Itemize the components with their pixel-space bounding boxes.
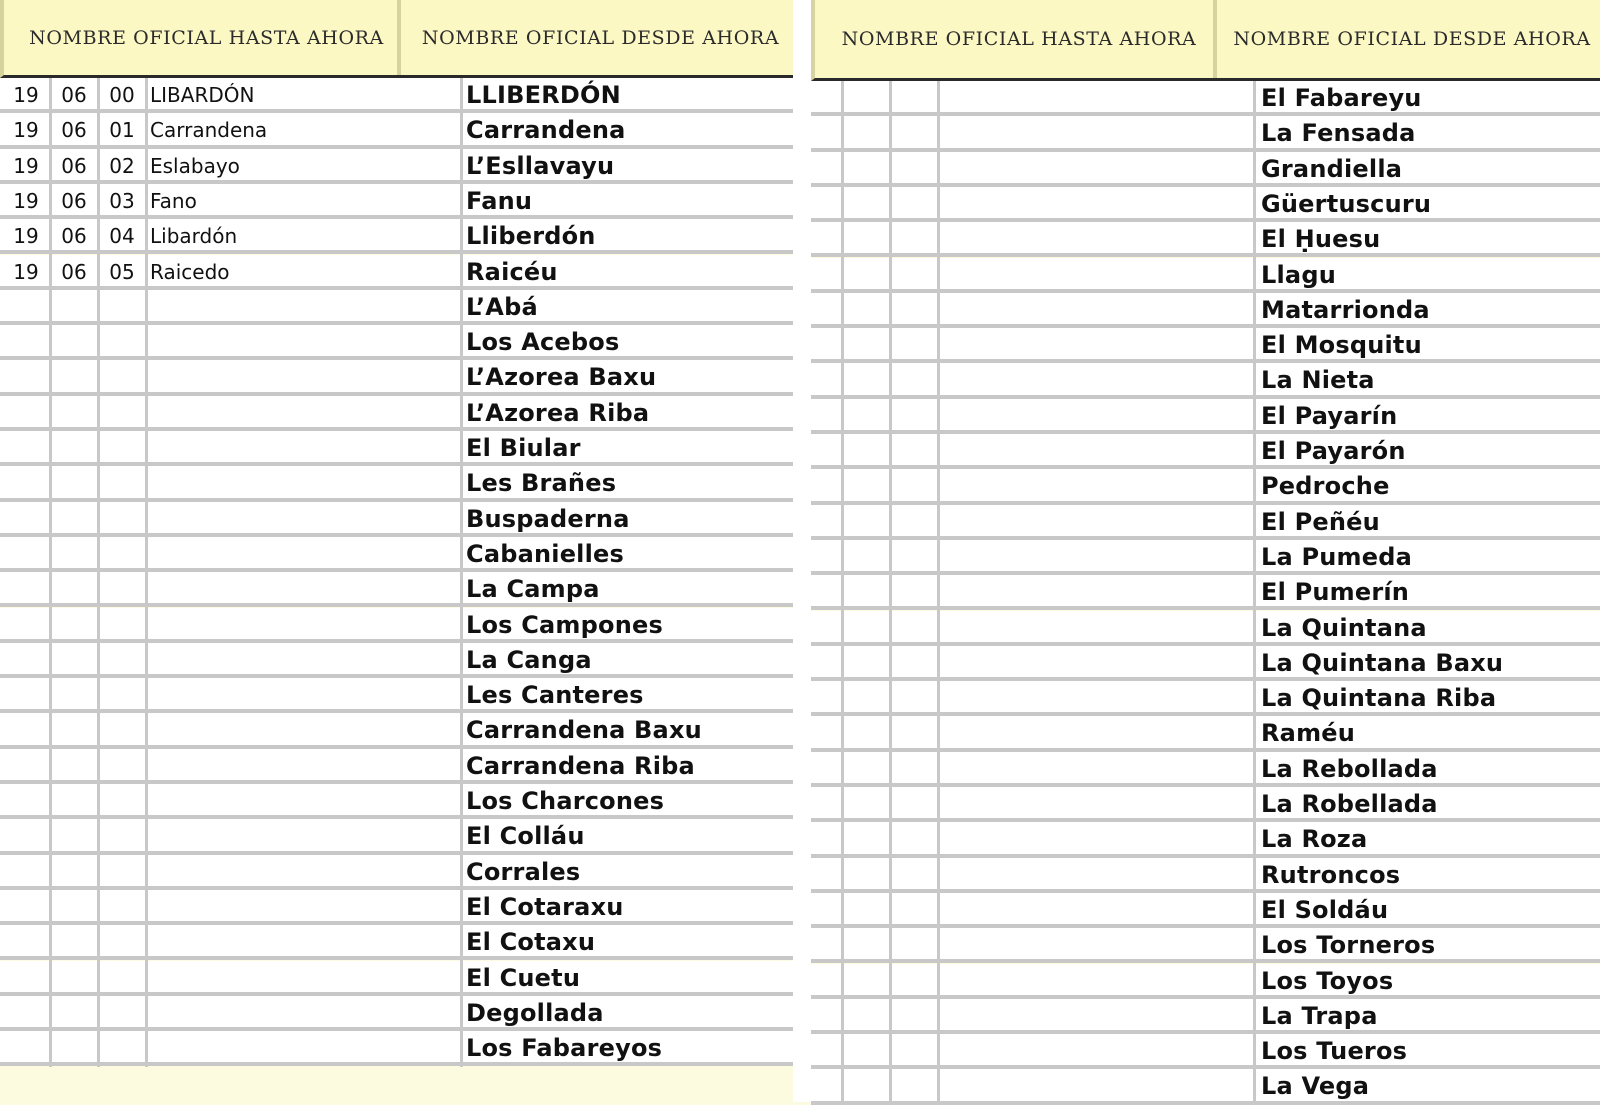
code-region — [4, 643, 48, 674]
code-municipality — [52, 890, 96, 921]
table-row — [811, 646, 1600, 681]
old-name — [150, 537, 450, 568]
table-row — [811, 1069, 1600, 1104]
code-region: 19 — [13, 224, 39, 249]
table-row — [0, 78, 793, 113]
new-name: LLIBERDÓN — [466, 81, 621, 109]
new-name: El Pumerín — [1261, 578, 1410, 607]
code-region — [4, 996, 48, 1027]
new-name: Cabanielles — [466, 539, 624, 568]
new-name: Carrandena — [466, 116, 626, 145]
new-name: L’Azorea Baxu — [466, 363, 657, 392]
old-name: Raicedo — [150, 259, 230, 284]
code-place: 05 — [109, 259, 135, 284]
new-name: Lliberdón — [466, 222, 596, 251]
column-divider — [937, 81, 940, 1105]
new-name: La Quintana Riba — [1261, 684, 1497, 713]
column-divider — [145, 78, 148, 1074]
table-row — [811, 540, 1600, 575]
code-place — [100, 608, 144, 639]
new-name: Llagu — [1261, 260, 1336, 289]
table-row — [0, 925, 793, 960]
code-municipality — [52, 643, 96, 674]
code-place — [100, 537, 144, 568]
table-row — [811, 858, 1600, 893]
table-row — [0, 996, 793, 1031]
code-municipality — [52, 572, 96, 603]
table-row — [0, 325, 793, 360]
code-region: 19 — [13, 153, 39, 178]
table-row — [0, 819, 793, 854]
new-name: La Rebollada — [1261, 754, 1438, 783]
new-name: La Vega — [1261, 1072, 1370, 1101]
old-name: Fano — [150, 188, 197, 213]
table-row — [811, 152, 1600, 187]
old-name — [150, 819, 450, 850]
new-name: Raicéu — [466, 257, 558, 286]
table-row — [0, 855, 793, 890]
code-place — [100, 713, 144, 744]
code-place — [100, 961, 144, 992]
table-row — [0, 643, 793, 678]
new-name: Raméu — [1261, 719, 1356, 748]
code-place: 01 — [109, 118, 135, 143]
new-name: El Fabareyu — [1261, 84, 1422, 112]
code-place — [100, 996, 144, 1027]
old-name — [150, 713, 450, 744]
new-name: La Campa — [466, 575, 600, 604]
old-name — [150, 925, 450, 956]
table-row — [811, 469, 1600, 504]
table-row — [811, 81, 1600, 116]
column-divider — [1253, 81, 1256, 1105]
table-row — [0, 396, 793, 431]
table-row — [811, 328, 1600, 363]
code-municipality — [52, 749, 96, 780]
code-region — [4, 784, 48, 815]
code-municipality — [52, 431, 96, 462]
code-place: 04 — [109, 224, 135, 249]
table-row — [0, 360, 793, 395]
column-divider — [97, 78, 100, 1074]
table-row — [0, 713, 793, 748]
column-divider — [889, 81, 892, 1105]
new-name: El Soldáu — [1261, 895, 1389, 924]
code-municipality: 06 — [61, 153, 87, 178]
page-gap — [793, 0, 811, 1102]
table-row — [811, 293, 1600, 328]
header-new-name: NOMBRE OFICIAL DESDE AHORA — [1233, 28, 1591, 50]
new-name: Los Toyos — [1261, 966, 1394, 995]
new-name: Degollada — [466, 998, 604, 1027]
table-row — [811, 928, 1600, 963]
left-table-header — [0, 0, 793, 78]
old-name — [150, 431, 450, 462]
right-table — [811, 0, 1600, 1102]
code-municipality — [52, 325, 96, 356]
table-row — [0, 219, 793, 254]
code-region — [4, 713, 48, 744]
new-name: La Fensada — [1261, 119, 1416, 148]
table-row — [811, 716, 1600, 751]
table-row — [0, 113, 793, 148]
table-row — [0, 608, 793, 643]
old-name: Libardón — [150, 224, 238, 249]
code-region — [4, 819, 48, 850]
code-region — [4, 431, 48, 462]
table-row — [811, 893, 1600, 928]
header-separator — [397, 0, 401, 75]
code-municipality — [52, 466, 96, 497]
header-separator — [1213, 0, 1217, 78]
table-row — [811, 116, 1600, 151]
code-place — [100, 360, 144, 391]
code-region — [4, 572, 48, 603]
table-row — [0, 290, 793, 325]
code-region — [4, 325, 48, 356]
new-name: Pedroche — [1261, 472, 1390, 501]
old-name — [150, 1031, 450, 1062]
code-place — [100, 855, 144, 886]
table-row — [0, 890, 793, 925]
new-name: Carrandena Baxu — [466, 716, 702, 745]
table-row — [0, 784, 793, 819]
old-name — [150, 890, 450, 921]
table-row — [0, 466, 793, 501]
code-place — [100, 819, 144, 850]
code-region — [4, 360, 48, 391]
table-row — [811, 222, 1600, 257]
code-region: 19 — [13, 118, 39, 143]
code-place: 03 — [109, 188, 135, 213]
code-municipality: 06 — [61, 188, 87, 213]
table-row — [0, 537, 793, 572]
code-municipality — [52, 360, 96, 391]
new-name: La Robellada — [1261, 790, 1438, 818]
code-region — [4, 961, 48, 992]
code-place — [100, 678, 144, 709]
code-municipality — [52, 290, 96, 321]
table-row — [811, 964, 1600, 999]
table-row — [0, 255, 793, 290]
old-name: LIBARDÓN — [150, 83, 255, 107]
new-name: Rutroncos — [1261, 860, 1401, 889]
code-place — [100, 431, 144, 462]
new-name: Los Tueros — [1261, 1037, 1408, 1066]
left-table-footer — [0, 1067, 793, 1102]
table-row — [811, 505, 1600, 540]
code-region: 19 — [13, 188, 39, 213]
old-name: Carrandena — [150, 118, 268, 143]
new-name: Güertuscuru — [1261, 189, 1432, 218]
new-name: Los Acebos — [466, 328, 620, 357]
code-place — [100, 1031, 144, 1062]
new-name: Carrandena Riba — [466, 751, 695, 780]
code-region — [4, 1031, 48, 1062]
code-region — [4, 608, 48, 639]
code-municipality: 06 — [61, 83, 87, 107]
code-place — [100, 925, 144, 956]
new-name: El Colláu — [466, 822, 585, 851]
code-place — [100, 466, 144, 497]
old-name: Eslabayo — [150, 153, 240, 178]
old-name — [150, 396, 450, 427]
right-table-header — [811, 0, 1600, 81]
new-name: El Biular — [466, 434, 581, 462]
code-place — [100, 290, 144, 321]
new-name: El Payarín — [1261, 401, 1398, 430]
old-name — [150, 290, 450, 321]
old-name — [150, 572, 450, 603]
code-municipality — [52, 925, 96, 956]
table-row — [811, 187, 1600, 222]
code-place — [100, 396, 144, 427]
code-region — [4, 396, 48, 427]
code-municipality — [52, 819, 96, 850]
new-name: El Payarón — [1261, 437, 1406, 465]
code-place — [100, 749, 144, 780]
header-old-name: NOMBRE OFICIAL HASTA AHORA — [29, 26, 384, 49]
code-municipality — [52, 608, 96, 639]
old-name — [150, 855, 450, 886]
new-name: Buspaderna — [466, 504, 630, 533]
table-row — [0, 678, 793, 713]
code-municipality — [52, 502, 96, 533]
code-place: 00 — [109, 83, 135, 107]
column-divider — [49, 78, 52, 1074]
code-municipality — [52, 784, 96, 815]
code-municipality — [52, 537, 96, 568]
old-name — [150, 678, 450, 709]
new-name: La Quintana Baxu — [1261, 648, 1504, 677]
new-name: El Cuetu — [466, 963, 581, 992]
code-municipality: 06 — [61, 118, 87, 143]
table-row — [811, 1034, 1600, 1069]
code-place — [100, 502, 144, 533]
old-name — [150, 961, 450, 992]
new-name: La Canga — [466, 645, 592, 674]
table-row — [811, 258, 1600, 293]
table-row — [0, 749, 793, 784]
header-old-name: NOMBRE OFICIAL HASTA AHORA — [841, 28, 1197, 50]
new-name: Matarrionda — [1261, 295, 1430, 324]
new-name: Les Brañes — [466, 469, 617, 498]
old-name — [150, 608, 450, 639]
table-row — [0, 961, 793, 996]
table-row — [811, 363, 1600, 398]
table-row — [0, 1031, 793, 1066]
new-name: Corrales — [466, 857, 581, 886]
left-table — [0, 0, 793, 1102]
code-region — [4, 925, 48, 956]
new-name: L’Abá — [466, 292, 538, 321]
code-place — [100, 784, 144, 815]
table-row — [811, 752, 1600, 787]
code-municipality: 06 — [61, 224, 87, 249]
old-name — [150, 996, 450, 1027]
new-name: L’Esllavayu — [466, 151, 615, 180]
old-name — [150, 360, 450, 391]
table-row — [811, 681, 1600, 716]
column-divider — [841, 81, 844, 1105]
old-name — [150, 643, 450, 674]
table-row — [811, 822, 1600, 857]
table-row — [0, 431, 793, 466]
new-name: Los Torneros — [1261, 931, 1436, 960]
code-region — [4, 678, 48, 709]
header-new-name: NOMBRE OFICIAL DESDE AHORA — [421, 26, 780, 49]
table-row — [0, 502, 793, 537]
code-region — [4, 537, 48, 568]
new-name: Los Charcones — [466, 787, 665, 815]
code-municipality — [52, 678, 96, 709]
table-row — [811, 611, 1600, 646]
table-row — [0, 149, 793, 184]
code-municipality — [52, 1031, 96, 1062]
code-region — [4, 890, 48, 921]
old-name — [150, 502, 450, 533]
code-region — [4, 502, 48, 533]
new-name: La Roza — [1261, 825, 1368, 854]
code-region — [4, 855, 48, 886]
code-region — [4, 290, 48, 321]
old-name — [150, 325, 450, 356]
new-name: La Trapa — [1261, 1001, 1378, 1030]
new-name: L’Azorea Riba — [466, 398, 650, 427]
old-name — [150, 466, 450, 497]
new-name: Los Fabareyos — [466, 1034, 663, 1063]
new-name: Los Campones — [466, 610, 663, 639]
code-region — [4, 749, 48, 780]
new-name: El Cotaxu — [466, 928, 596, 957]
code-region: 19 — [13, 259, 39, 284]
table-row — [811, 575, 1600, 610]
code-region — [4, 466, 48, 497]
new-name: La Nieta — [1261, 366, 1375, 395]
new-name: Grandiella — [1261, 154, 1403, 183]
old-name — [150, 749, 450, 780]
new-name: La Quintana — [1261, 613, 1427, 642]
table-row — [811, 999, 1600, 1034]
code-municipality — [52, 961, 96, 992]
new-name: El Mosquitu — [1261, 331, 1422, 360]
new-name: El Peñéu — [1261, 507, 1380, 536]
table-row — [811, 434, 1600, 469]
code-place — [100, 572, 144, 603]
code-place: 02 — [109, 153, 135, 178]
code-municipality — [52, 855, 96, 886]
code-place — [100, 643, 144, 674]
code-municipality — [52, 396, 96, 427]
table-row — [811, 787, 1600, 822]
code-municipality — [52, 996, 96, 1027]
code-place — [100, 325, 144, 356]
column-divider — [460, 78, 463, 1074]
table-row — [811, 399, 1600, 434]
code-municipality — [52, 713, 96, 744]
new-name: Fanu — [466, 186, 533, 215]
new-name: Les Canteres — [466, 681, 644, 710]
new-name: La Pumeda — [1261, 542, 1412, 571]
new-name: El Cotaraxu — [466, 892, 624, 921]
table-row — [0, 572, 793, 607]
code-municipality: 06 — [61, 259, 87, 284]
table-row — [0, 184, 793, 219]
old-name — [150, 784, 450, 815]
code-place — [100, 890, 144, 921]
code-region: 19 — [13, 83, 39, 107]
new-name: El Ḥuesu — [1261, 225, 1381, 254]
